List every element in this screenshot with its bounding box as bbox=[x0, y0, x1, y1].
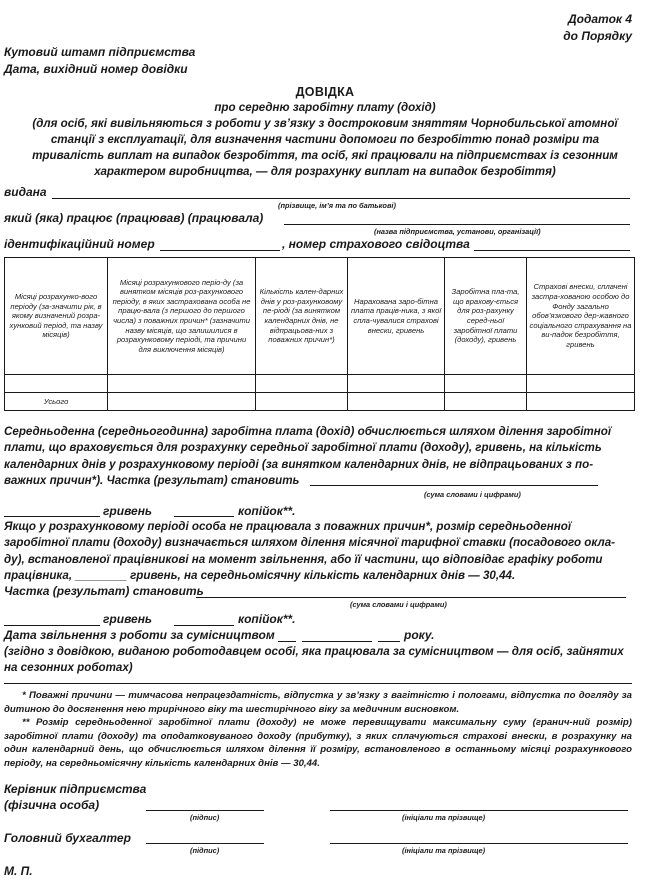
issued-to-label: видана bbox=[4, 185, 47, 199]
accountant-name-line[interactable] bbox=[330, 843, 628, 844]
dismissal-day-input-line[interactable] bbox=[278, 641, 296, 642]
table-cell[interactable] bbox=[108, 393, 256, 411]
column-header-insurance-contributions: Страхові внески, сплачені застра-хованою особою до Фонду загально обов’язкового дер-жавного соціального страхування на ви-падок безробіття, гривень bbox=[527, 258, 635, 375]
tax-id-input-line[interactable] bbox=[160, 250, 280, 251]
share-amount-input-line-2[interactable] bbox=[196, 597, 626, 598]
dismissal-note bbox=[4, 644, 632, 677]
hryvnia-input-line-2[interactable] bbox=[4, 625, 100, 626]
stamp-place-label: М. П. bbox=[4, 864, 33, 878]
workplace-label: який (яка) працює (працював) (працювала) bbox=[4, 211, 264, 225]
salary-table bbox=[4, 257, 635, 411]
head-label-line-1: Керівник підприємства bbox=[4, 782, 147, 796]
head-signature-hint: (підпис) bbox=[190, 813, 220, 822]
footnote-max-salary: ** Розмір середньоденної заробітної плати (доходу) не може перевищувати максимальну суму (гранич-ний розмір) заробітної плати (доходу) та оподатковуваного доходу (прибутку), з яких сплачуються страхові внески, в розрахунку на один календарний день, що обчислюється шляхом ділення її розміру, встановленого в останньому місяці розрахункового періоду, на середньомісячну кількість календарних днів — 30,44. bbox=[4, 717, 632, 769]
table-cell[interactable] bbox=[348, 375, 445, 393]
share-amount-hint-1: (сума словами і цифрами) bbox=[424, 490, 521, 499]
appendix-number: Додаток 4 bbox=[567, 12, 632, 26]
corner-stamp-label: Кутовий штамп підприємства bbox=[4, 45, 196, 59]
column-header-counted-months: Місяці розрахункового періо-ду (за винятком місяців роз-рахункового періоду, в яких застрахована особа не працю-вала (з першого до першого числа) з поважних причин* (зазначити назву місяців, що залишилися в розрахунковому періоді, та причини для виключення місяців) bbox=[108, 258, 256, 375]
dismissal-note-input-line[interactable] bbox=[4, 683, 632, 684]
accountant-signature-line[interactable] bbox=[146, 843, 264, 844]
no-work-paragraph bbox=[4, 519, 632, 585]
document-title: ДОВІДКА bbox=[295, 85, 355, 99]
insurance-certificate-label: , номер страхового свідоцтва bbox=[282, 237, 470, 251]
table-cell[interactable] bbox=[256, 393, 348, 411]
hryvnia-input-line-1[interactable] bbox=[4, 516, 100, 517]
subtitle-line-2: (для осіб, які вивільняються з роботи у зв’язку з достроковим зняттям Чорнобильської атомної bbox=[32, 117, 618, 130]
column-header-calendar-days: Кількість кален-дарних днів у роз-рахунковому пе-ріоді (за винятком календарних днів, не відпрацьова-них з поважних причин*) bbox=[256, 258, 348, 375]
dismissal-note-text: (згідно з довідкою, виданою роботодавцем особі, яка працювала за сумісництвом — для осіб, зайнятих на сезонних роботах) bbox=[4, 645, 624, 675]
footnote-valid-reasons: * Поважні причини — тимчасова непрацездатність, відпустка у зв’язку з вагітністю і пологами, відпустка по догляду за дитиною до досягнення нею трирічного віку та шестирічного віку за медичним висновком. bbox=[4, 690, 632, 715]
table-header-row bbox=[5, 258, 635, 375]
total-label: Усього bbox=[5, 393, 108, 411]
daily-salary-text: Середньоденна (середньогодинна) заробітна плата (дохід) обчислюється шляхом ділення заробітної плати, що враховується для розрахунку середньої заробітної плати (доходу), гривень, на кількість календарних днів у розрахунковому періоді (за винятком календарних днів, не відпрацьованих з по-важних причин*). Частка (результат) становить bbox=[4, 425, 612, 488]
table-cell[interactable] bbox=[527, 393, 635, 411]
issued-to-hint: (прізвище, ім’я та по батькові) bbox=[278, 201, 396, 210]
table-cell[interactable] bbox=[445, 375, 527, 393]
subtitle-line-3: станції з експлуатації, для визначення частини допомоги по безробіттю понад розміри та bbox=[50, 133, 600, 146]
year-label: року. bbox=[404, 628, 435, 642]
accountant-signature-hint: (підпис) bbox=[190, 846, 220, 855]
table-row bbox=[5, 375, 635, 393]
accountant-name-hint: (ініціали та прізвище) bbox=[402, 846, 486, 855]
accountant-label: Головний бухгалтер bbox=[4, 831, 131, 845]
no-work-text: Якщо у розрахунковому періоді особа не працювала з поважних причин*, розмір середньоденної заробітної плати (доходу) визначається шляхом ділення місячної тарифної ставки (посадового окла-ду), встановленої працівникові на момент звільнення, або її частини, що відповідає графіку роботи працівника, ________ гривень, на середньомісячну кількість календарних днів — 30,44. bbox=[4, 520, 616, 583]
head-label-line-2: (фізична особа) bbox=[4, 798, 100, 812]
table-total-row bbox=[5, 393, 635, 411]
kopiyok-label-2: копійок**. bbox=[238, 612, 296, 626]
dismissal-month-input-line[interactable] bbox=[302, 641, 372, 642]
insurance-certificate-input-line[interactable] bbox=[474, 250, 630, 251]
daily-salary-paragraph bbox=[4, 424, 632, 490]
share-amount-input-line-1[interactable] bbox=[310, 485, 598, 486]
workplace-input-line[interactable] bbox=[284, 224, 630, 225]
share-result-label-2: Частка (результат) становить bbox=[4, 584, 204, 598]
subtitle-line-4: тривалість виплат на випадок безробіття, та осіб, які працювали на підприємствах із сезонним bbox=[32, 149, 618, 162]
column-header-months: Місяці розрахунко-вого періоду (за-значити рік, в якому визначений розра-хунковий період, та назву місяців) bbox=[5, 258, 108, 375]
kopiyok-label-1: копійок**. bbox=[238, 504, 296, 518]
date-number-label: Дата, вихідний номер довідки bbox=[4, 62, 188, 76]
dismissal-year-input-line[interactable] bbox=[378, 641, 400, 642]
share-amount-hint-2: (сума словами і цифрами) bbox=[350, 600, 447, 609]
hryvnia-label-2: гривень bbox=[103, 612, 153, 626]
table-cell[interactable] bbox=[5, 375, 108, 393]
issued-to-input-line[interactable] bbox=[52, 198, 630, 199]
subtitle-line-1: про середню заробітну плату (дохід) bbox=[214, 101, 436, 114]
hryvnia-label-1: гривень bbox=[103, 504, 153, 518]
head-name-line[interactable] bbox=[330, 810, 628, 811]
subtitle-line-5: характером виробництва, — для розрахунку виплат на випадок безробіття) bbox=[94, 165, 556, 178]
column-header-accrued-salary: Нарахована заро-бітна плата праців-ника, з якої спла-чувалися страхові внески, гривень bbox=[348, 258, 445, 375]
table-cell[interactable] bbox=[445, 393, 527, 411]
appendix-reference: до Порядку bbox=[563, 29, 632, 43]
head-name-hint: (ініціали та прізвище) bbox=[402, 813, 486, 822]
table-cell[interactable] bbox=[527, 375, 635, 393]
table-cell[interactable] bbox=[108, 375, 256, 393]
table-cell[interactable] bbox=[256, 375, 348, 393]
head-signature-line[interactable] bbox=[146, 810, 264, 811]
column-header-counted-salary: Заробітна пла-та, що врахову-ється для роз-рахунку серед-ньої заробітної плати (доходу), гривень bbox=[445, 258, 527, 375]
table-cell[interactable] bbox=[348, 393, 445, 411]
kopiyok-input-line-2[interactable] bbox=[174, 625, 234, 626]
tax-id-label: ідентифікаційний номер bbox=[4, 237, 155, 251]
workplace-hint: (назва підприємства, установи, організації) bbox=[374, 227, 541, 236]
dismissal-date-label: Дата звільнення з роботи за сумісництвом bbox=[4, 628, 275, 642]
kopiyok-input-line-1[interactable] bbox=[174, 516, 234, 517]
